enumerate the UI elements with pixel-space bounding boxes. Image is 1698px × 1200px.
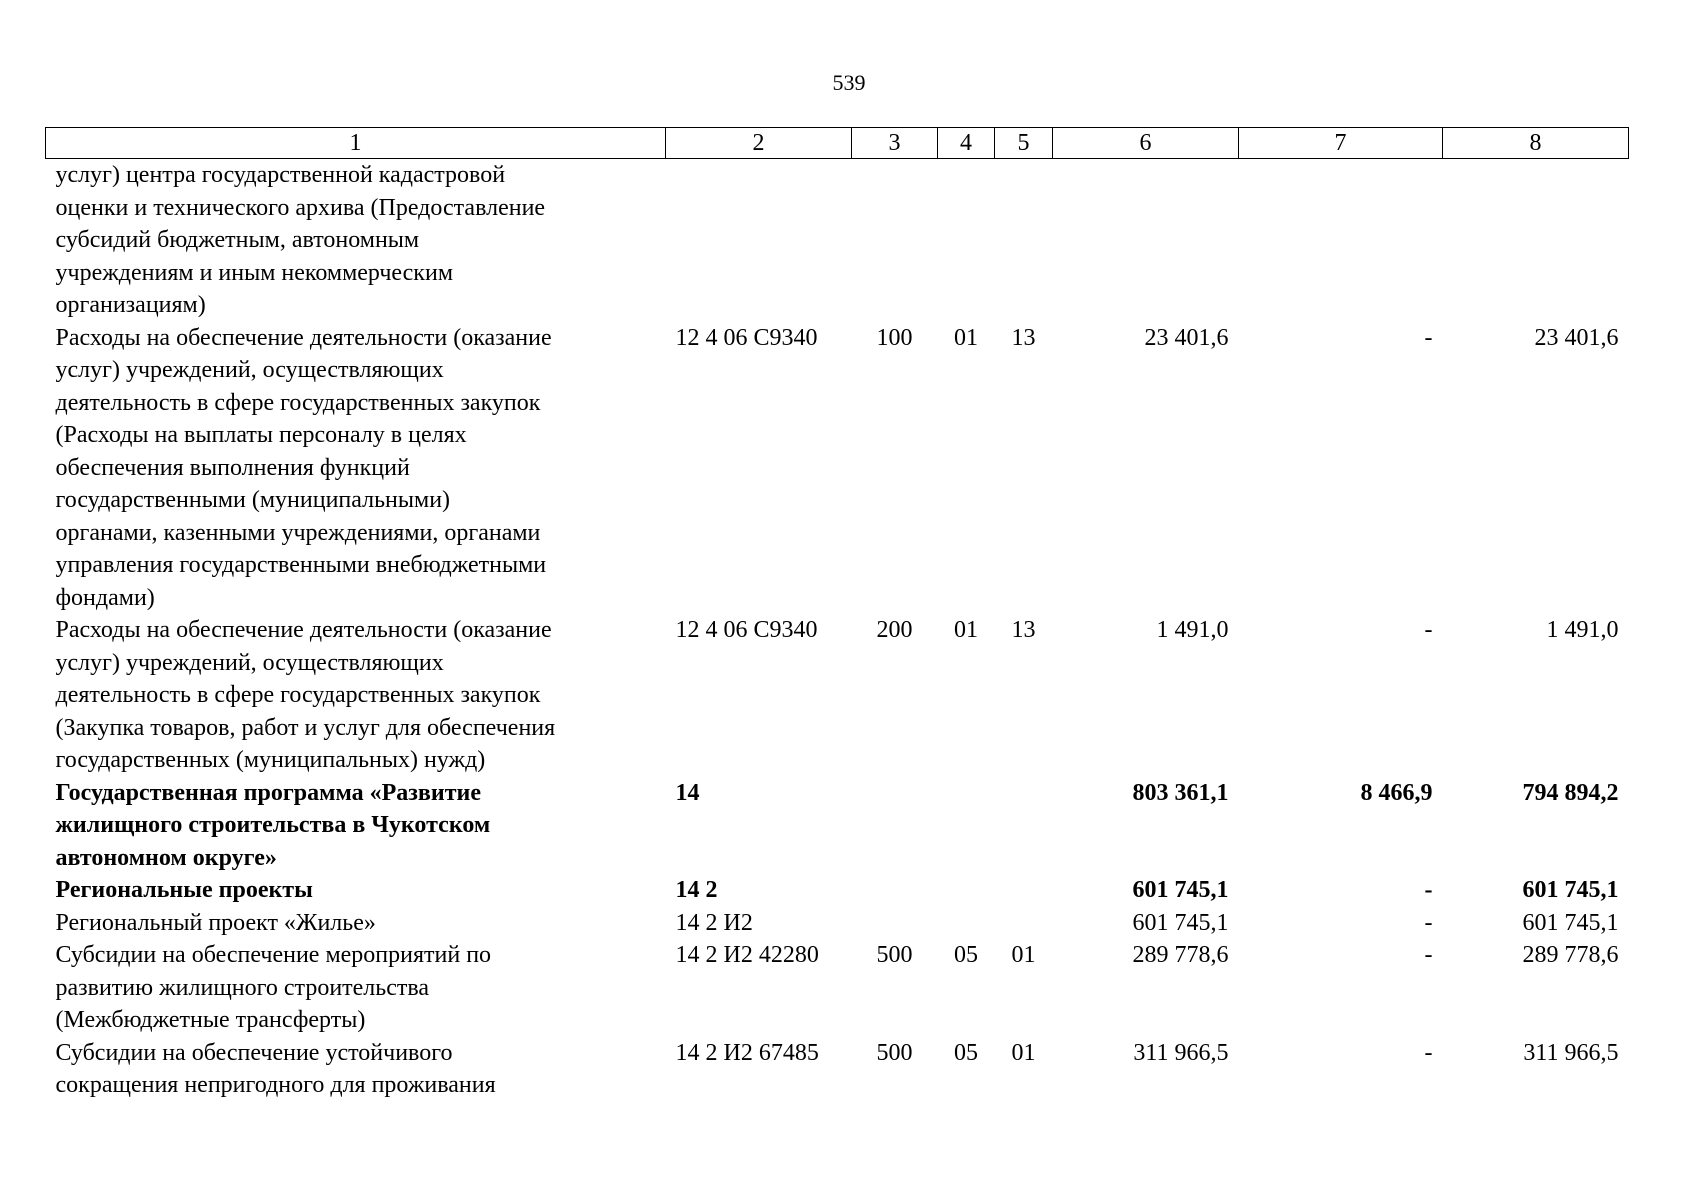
cell-column-3 — [852, 777, 938, 875]
description-line: государственными (муниципальными) — [55, 487, 451, 513]
cell-column-7: - — [1424, 1039, 1433, 1066]
cell-column-4: 05 — [954, 1039, 978, 1066]
cell-column-5: 13 — [1011, 324, 1036, 351]
table-row — [46, 874, 1629, 907]
cell-column-4 — [938, 777, 995, 875]
column-header-6: 6 — [1053, 128, 1239, 159]
table-row — [46, 1037, 1629, 1102]
description-line: сокращения непригодного для проживания — [55, 1072, 496, 1098]
description-line: Субсидии на обеспечение мероприятий по — [55, 942, 492, 968]
cell-column-2: 12 4 06 С9340 — [675, 324, 818, 351]
column-header-4: 4 — [938, 128, 995, 159]
cell-column-6: 1 491,0 — [1156, 617, 1229, 643]
cell-column-5: 13 — [1011, 617, 1036, 643]
cell-column-3: 100 — [876, 324, 913, 351]
cell-column-4: 01 — [954, 617, 978, 643]
cell-column-6: 601 745,1 — [1132, 877, 1229, 903]
description-line: субсидий бюджетным, автономным — [55, 227, 420, 253]
cell-column-6 — [1053, 159, 1239, 322]
table-row — [46, 939, 1629, 1037]
cell-column-6: 803 361,1 — [1132, 779, 1229, 806]
description-line: Региональные проекты — [55, 877, 313, 903]
cell-column-2: 14 2 И2 67485 — [675, 1039, 819, 1066]
cell-column-2 — [666, 159, 852, 322]
description-line: государственных (муниципальных) нужд) — [55, 747, 486, 773]
description-line: организациям) — [55, 292, 206, 318]
column-header-7: 7 — [1239, 128, 1443, 159]
page-number: 539 — [832, 70, 866, 95]
description-line: органами, казенными учреждениями, органами — [55, 519, 541, 546]
row-description — [46, 159, 666, 322]
description-line: обеспечения выполнения функций — [55, 454, 410, 481]
cell-column-8: 23 401,6 — [1534, 324, 1619, 351]
table-body — [46, 159, 1629, 1102]
description-line: услуг) учреждений, осуществляющих — [55, 357, 444, 383]
cell-column-7: - — [1424, 617, 1433, 643]
column-number-header-row — [46, 128, 1629, 159]
table-row — [46, 322, 1629, 615]
row-description — [46, 777, 666, 875]
description-line: автономном округе» — [55, 844, 277, 871]
cell-column-6: 311 966,5 — [1133, 1039, 1229, 1066]
description-line: услуг) учреждений, осуществляющих — [55, 649, 444, 676]
cell-column-4 — [938, 159, 995, 322]
column-header-5: 5 — [995, 128, 1053, 159]
cell-column-8 — [1443, 159, 1629, 322]
cell-column-8: 1 491,0 — [1546, 617, 1619, 643]
description-line: развитию жилищного строительства — [55, 974, 430, 1001]
description-line: Расходы на обеспечение деятельности (оказание — [55, 617, 552, 643]
row-description — [46, 874, 666, 907]
description-line: (Межбюджетные трансферты) — [55, 1007, 366, 1033]
cell-column-3: 500 — [876, 942, 913, 968]
cell-column-7: - — [1424, 877, 1433, 903]
cell-column-6: 23 401,6 — [1144, 324, 1229, 351]
cell-column-8: 794 894,2 — [1522, 779, 1619, 806]
cell-column-7: 8 466,9 — [1360, 779, 1433, 806]
description-line: Субсидии на обеспечение устойчивого — [55, 1039, 453, 1066]
cell-column-5 — [995, 907, 1053, 940]
cell-column-5: 01 — [1011, 1039, 1036, 1066]
cell-column-2: 14 2 И2 42280 — [675, 942, 819, 968]
cell-column-4: 01 — [954, 324, 978, 351]
description-line: фондами) — [55, 584, 155, 611]
description-line: жилищного строительства в Чукотском — [55, 812, 491, 838]
cell-column-2: 12 4 06 С9340 — [675, 617, 818, 643]
description-line: деятельность в сфере государственных закупок — [55, 389, 541, 416]
cell-column-7 — [1239, 159, 1443, 322]
cell-column-8: 289 778,6 — [1522, 942, 1619, 968]
cell-column-2: 14 2 И2 — [675, 909, 753, 936]
column-header-3: 3 — [852, 128, 938, 159]
description-line: Расходы на обеспечение деятельности (оказание — [55, 324, 552, 351]
cell-column-4: 05 — [954, 942, 978, 968]
description-line: деятельность в сфере государственных закупок — [55, 682, 541, 708]
cell-column-7: - — [1424, 942, 1433, 968]
row-description — [46, 614, 666, 777]
description-line: учреждениям и иным некоммерческим — [55, 259, 453, 286]
table-row — [46, 907, 1629, 940]
cell-column-3: 500 — [876, 1039, 913, 1066]
cell-column-7: - — [1424, 324, 1433, 351]
cell-column-2: 14 2 — [675, 877, 718, 903]
row-description — [46, 939, 666, 1037]
description-line: (Закупка товаров, работ и услуг для обеспечения — [55, 714, 556, 741]
column-header-2: 2 — [666, 128, 852, 159]
row-description — [46, 907, 666, 940]
table-row — [46, 614, 1629, 777]
row-description — [46, 322, 666, 615]
table-row — [46, 777, 1629, 875]
description-line: оценки и технического архива (Предоставление — [55, 194, 546, 221]
description-line: управления государственными внебюджетными — [55, 552, 547, 578]
cell-column-6: 601 745,1 — [1132, 909, 1229, 936]
cell-column-6: 289 778,6 — [1132, 942, 1229, 968]
description-line: (Расходы на выплаты персоналу в целях — [55, 422, 467, 448]
cell-column-5: 01 — [1011, 942, 1036, 968]
cell-column-4 — [938, 907, 995, 940]
column-header-8: 8 — [1443, 128, 1629, 159]
cell-column-8: 601 745,1 — [1522, 877, 1619, 903]
table-row — [46, 159, 1629, 322]
cell-column-8: 601 745,1 — [1522, 909, 1619, 936]
cell-column-7: - — [1424, 909, 1433, 936]
description-line: Государственная программа «Развитие — [55, 779, 481, 806]
description-line: услуг) центра государственной кадастровой — [55, 162, 506, 188]
cell-column-2: 14 — [675, 779, 700, 806]
cell-column-4 — [938, 874, 995, 907]
cell-column-5 — [995, 777, 1053, 875]
budget-table — [45, 127, 1629, 1102]
column-header-1: 1 — [46, 128, 666, 159]
cell-column-5 — [995, 874, 1053, 907]
row-description — [46, 1037, 666, 1102]
cell-column-3: 200 — [876, 617, 913, 643]
cell-column-5 — [995, 159, 1053, 322]
cell-column-8: 311 966,5 — [1523, 1039, 1619, 1066]
cell-column-3 — [852, 159, 938, 322]
description-line: Региональный проект «Жилье» — [55, 909, 376, 936]
cell-column-3 — [852, 907, 938, 940]
cell-column-3 — [852, 874, 938, 907]
